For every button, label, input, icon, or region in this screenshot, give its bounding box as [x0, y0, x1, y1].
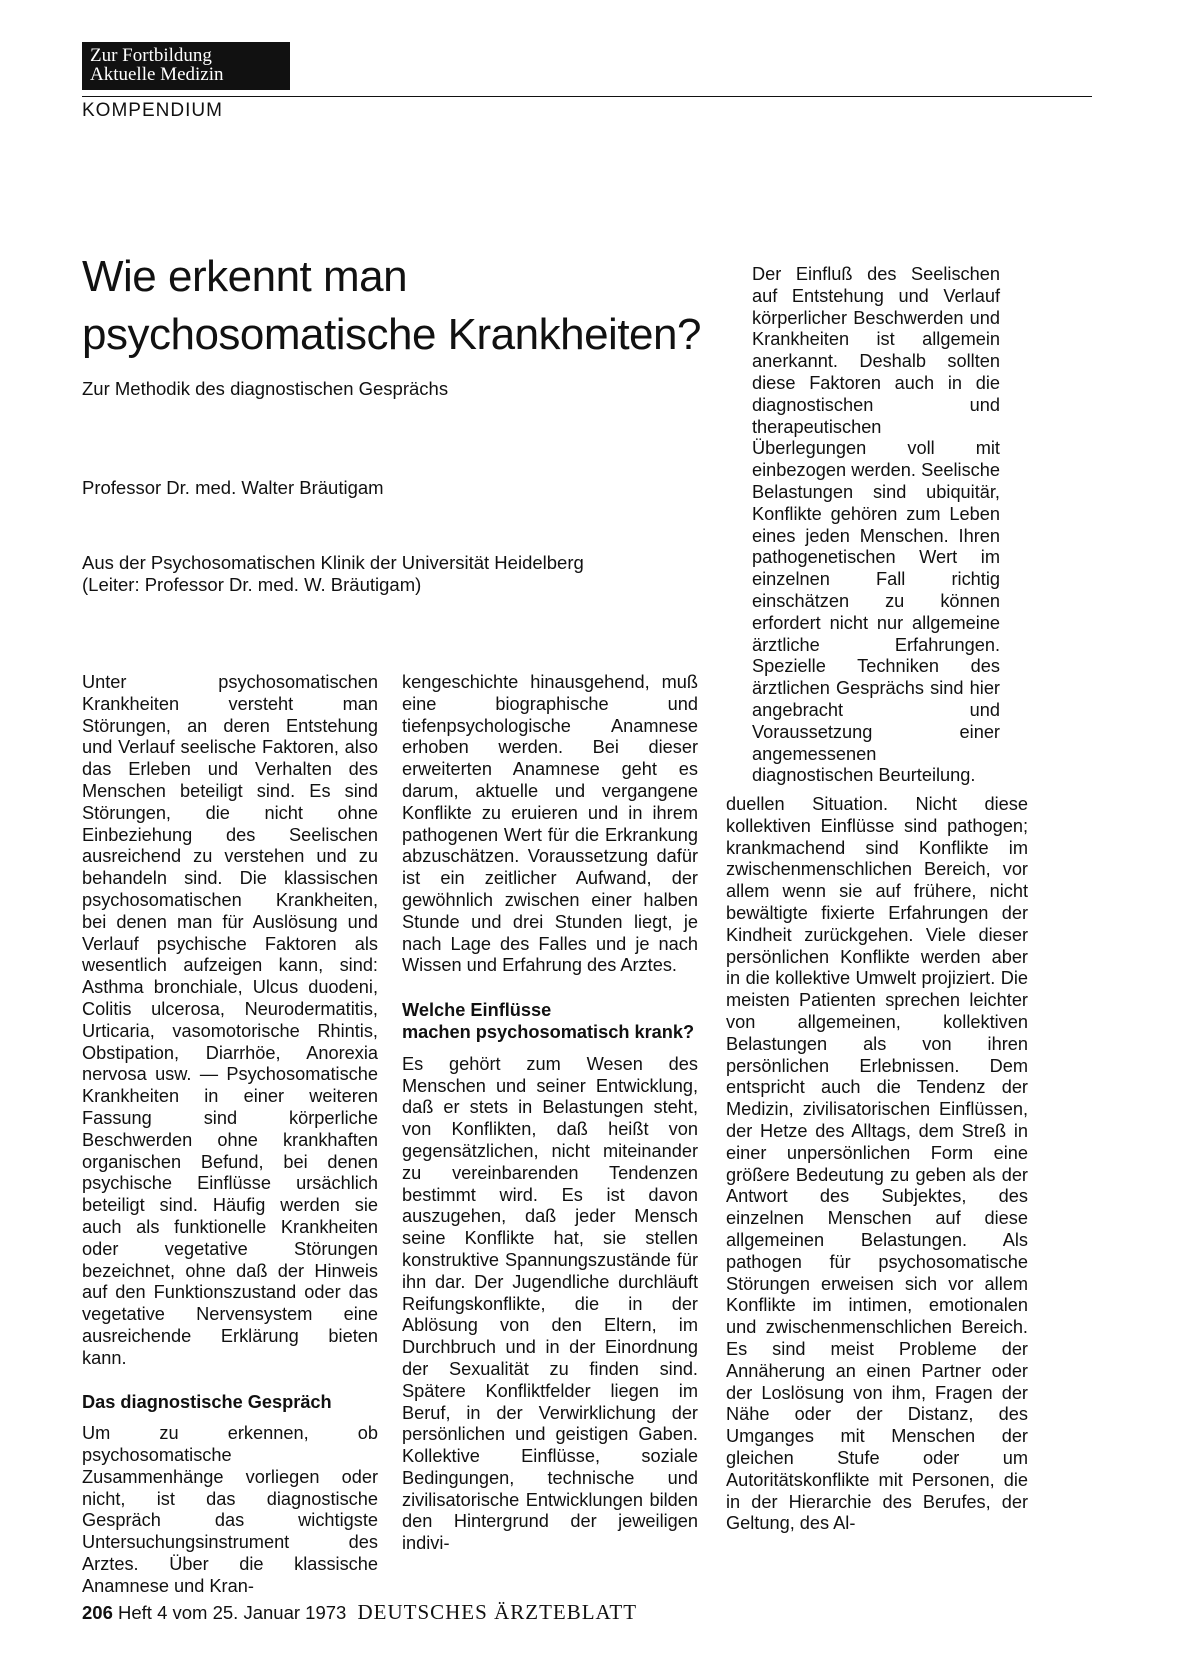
body-column-2 — [402, 672, 698, 1555]
intro-paragraph: Der Einfluß des Seelischen auf Entstehung und Verlauf körperlicher Beschwerden und Krankheiten ist allgemein anerkannt. Deshalb sollten diese Faktoren auch in die diagnostischen und therapeutischen Überlegungen voll mit einbezogen werden. Seelische Belastungen sind ubiquitär, Konflikte gehören zum Leben eines jeden Menschen. Ihren pathogenetischen Wert im einzelnen Fall richtig einschätzen zu können erfordert nicht nur allgemeine ärztliche Erfahrungen. Spezielle Techniken des ärztlichen Gesprächs sind hier angebracht und Voraussetzung einer angemessenen diagnostischen Beurteilung. — [752, 264, 1000, 786]
article-author: Professor Dr. med. Walter Bräutigam — [82, 477, 384, 498]
section-heading-line-2: machen psychosomatisch krank? — [402, 1021, 695, 1042]
rubric-box — [82, 42, 290, 90]
section-label: KOMPENDIUM — [82, 100, 223, 121]
section-heading: Das diagnostische Gespräch — [82, 1391, 332, 1412]
rubric-line-1: Zur Fortbildung — [90, 45, 212, 66]
section-heading-line-1: Welche Einflüsse — [402, 1000, 552, 1021]
header-rule — [82, 96, 1092, 97]
article-affiliation: Aus der Psychosomatischen Klinik der Universität Heidelberg (Leiter: Professor Dr. med. W. Bräutigam) — [82, 552, 584, 595]
article-subtitle: Zur Methodik des diagnostischen Gesprächs — [82, 378, 449, 399]
body-paragraph: kengeschichte hinausgehend, muß eine biographische und tiefenpsychologische Anamnese erhoben werden. Bei dieser erweiterten Anamnese geht es darum, aktuelle und vergangene Konflikte zu eruieren und in ihrem pathogenen Wert für die Erkrankung abzuschätzen. Voraussetzung dafür ist ein zeitlicher Aufwand, der gewöhnlich zwischen einer halben Stunde und drei Stunden liegt, je nach Lage des Falles und je nach Wissen und Erfahrung des Arztes. — [402, 672, 698, 976]
page-footer — [82, 1600, 637, 1625]
body-column-1 — [82, 672, 378, 1598]
article-title: Wie erkennt man psychosomatische Krankheiten? — [82, 252, 701, 359]
rubric-line-2: Aktuelle Medizin — [90, 64, 224, 85]
page-number: 206 — [82, 1602, 113, 1623]
body-paragraph: duellen Situation. Nicht diese kollektiven Einflüsse sind pathogen; krankmachend sind Konflikte im zwischenmenschlichen Bereich, vor allem wenn sie auf frühere, nicht bewältigte fixierte Erfahrungen der Kindheit zurückgehen. Viele dieser persönlichen Konflikte werden aber in die kollektive Umwelt projiziert. Die meisten Patienten sprechen leichter von allgemeinen, kollektiven Belastungen als von ihren persönlichen Erlebnissen. Dem entspricht auch die Tendenz der Medizin, zivilisatorischen Einflüssen, der Hetze des Alltags, dem Streß in einer unpersönlichen Form eine größere Bedeutung zu geben als der Antwort des Subjektes, des einzelnen Menschen auf diese allgemeinen Belastungen. Als pathogen für psychosomatische Störungen erweisen sich vor allem Konflikte im intimen, emotionalen und zwischenmenschlichen Bereich. Es sind meist Probleme der Annäherung an einen Partner oder der Loslösung von ihm, Fragen der Nähe oder der Distanz, des Umganges mit Menschen der gleichen Stufe oder um Autoritätskonflikte mit Personen, die in der Hierarchie des Berufes, der Geltung, des Al- — [726, 794, 1028, 1534]
body-paragraph: Um zu erkennen, ob psychosomatische Zusammenhänge vorliegen oder nicht, ist das diagnostische Gespräch das wichtigste Untersuchungsinstrument des Arztes. Über die klassische Anamnese und Kran- — [82, 1423, 378, 1596]
section-heading — [402, 1000, 698, 1044]
body-paragraph: Es gehört zum Wesen des Menschen und seiner Entwicklung, daß er stets in Belastungen steht, von Konflikten, daß heißt von gegensätzlichen, nicht miteinander zu vereinbarenden Tendenzen bestimmt wird. Es ist davon auszugehen, daß jeder Mensch seine Konflikte hat, sie stellen konstruktive Spannungszustände für ihn dar. Der Jugendliche durchläuft Reifungskonflikte, die in der Ablösung von den Eltern, im Durchbruch und in der Einordnung der Sexualität zu finden sind. Spätere Konfliktfelder liegen im Beruf, in der Verwirklichung der persönlichen und geistigen Gaben. Kollektive Einflüsse, soziale Bedingungen, technische und zivilisatorische Entwicklungen bilden den Hintergrund der jeweiligen indivi- — [402, 1053, 698, 1554]
body-paragraph: Unter psychosomatischen Krankheiten versteht man Störungen, an deren Entstehung und Verlauf seelische Faktoren, also das Erleben und Verhalten des Menschen beteiligt sind. Es sind Störungen, die nicht ohne Einbeziehung des Seelischen ausreichend zu verstehen und zu behandeln sind. Die klassischen psychosomatischen Krankheiten, bei denen man für Auslösung und Verlauf psychische Faktoren als wesentlich aufzeigen kann, sind: Asthma bronchiale, Ulcus duodeni, Colitis ulcerosa, Neurodermatitis, Urticaria, vasomotorische Rhintis, Obstipation, Diarrhöe, Anorexia nervosa usw. — Psychosomatische Krankheiten in einer weiteren Fassung sind körperliche Beschwerden ohne krankhaften organischen Befund, bei denen psychische Einflüsse ursächlich beteiligt sind. Häufig werden sie auch als funktionelle Krankheiten oder vegetative Störungen bezeichnet, ohne daß der Hinweis auf den Funktionszustand oder das vegetative Nervensystem eine ausreichende Erklärung bieten kann. — [82, 672, 378, 1368]
intro-column — [752, 264, 1000, 787]
journal-name: DEUTSCHES ÄRZTEBLATT — [357, 1600, 638, 1624]
issue-info: Heft 4 vom 25. Januar 1973 — [118, 1602, 347, 1623]
body-column-3 — [726, 794, 1028, 1535]
